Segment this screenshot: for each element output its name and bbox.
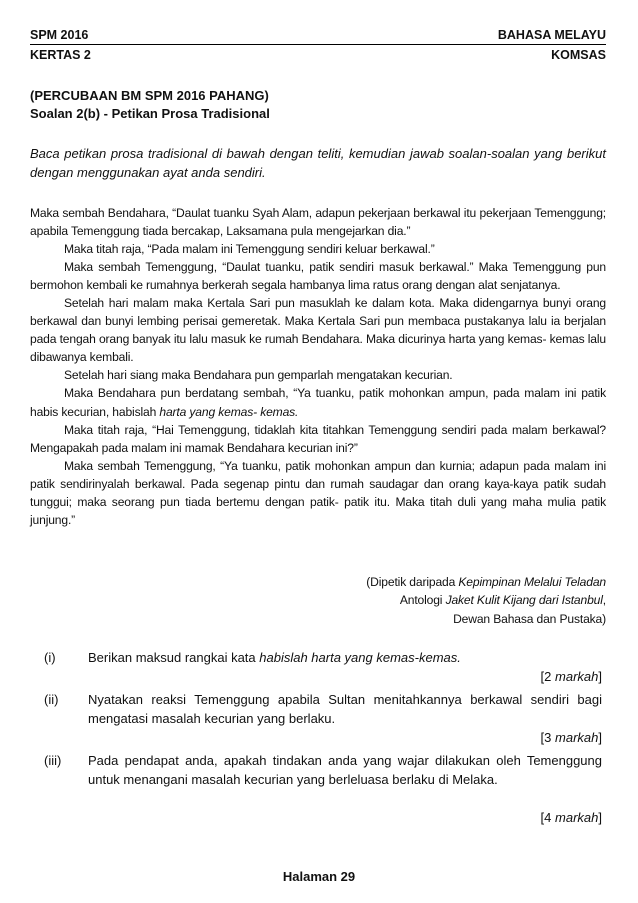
passage-paragraph: Maka sembah Temenggung, “Ya tuanku, patik mohonkan ampun dan kurnia; adapun pada malam ini patik sendirinyalah berkawal. Pada segenap pintu dan rumah saudagar dan orang kaya-kaya patik sudah tunggui; maka seorang pun tiada bertemu dengan patik- patik itu. Maka titah duli yang maha mulia patik junjung.” <box>30 458 606 527</box>
citation-text: , <box>602 593 606 608</box>
page-number: Halaman 29 <box>282 869 356 884</box>
source-citation <box>206 573 606 628</box>
header-paper-label: KERTAS 2 <box>30 48 91 62</box>
passage-paragraph: Maka titah raja, “Pada malam ini Temenggung sendiri keluar berkawal.” <box>64 242 435 257</box>
header-component-label: KOMSAS <box>551 48 606 62</box>
passage-paragraph: Maka sembah Temenggung, “Daulat tuanku, patik sendiri masuk berkawal.” Maka Temenggung pun bermohon kembali ke rumahnya berkerah segala hambanya lima ratus orang dengan alat senjatanya. <box>30 260 606 293</box>
citation-book-title: Kepimpinan Melalui Teladan <box>458 575 606 589</box>
question-marks <box>541 808 602 827</box>
instruction-text: Baca petikan prosa tradisional di bawah dengan teliti, kemudian jawab soalan-soalan yang berikut dengan menggunakan ayat anda sendiri. <box>30 146 606 180</box>
passage-paragraph: Maka titah raja, “Hai Temenggung, tidaklah kita titahkan Temenggung sendiri pada malam berkawal? Mengapakah pada malam ini mamak Bendahara kecurian ini?” <box>30 422 606 455</box>
question-italic-phrase: habislah harta yang kemas-kemas. <box>259 650 461 665</box>
header-exam-label: SPM 2016 <box>30 28 89 42</box>
marks-word: markah <box>555 669 599 684</box>
citation-anthology-title: Jaket Kulit Kijang dari Istanbul <box>445 593 603 608</box>
marks-word: markah <box>555 810 599 825</box>
marks-count: [4 <box>540 810 556 825</box>
marks-bracket: ] <box>598 669 602 684</box>
citation-text: Antologi <box>399 593 446 608</box>
citation-line: Dewan Bahasa dan Pustaka) <box>453 611 606 626</box>
marks-bracket: ] <box>598 810 602 825</box>
question-marks <box>541 728 602 747</box>
question-section-title: Soalan 2(b) - Petikan Prosa Tradisional <box>30 106 270 121</box>
passage-italic-phrase: harta yang kemas- kemas. <box>159 404 299 419</box>
citation-line <box>206 573 606 591</box>
exam-title: (PERCUBAAN BM SPM 2016 PAHANG) <box>30 88 269 103</box>
prose-passage <box>30 204 606 529</box>
question-number: (iii) <box>44 753 62 768</box>
header-divider <box>30 44 606 45</box>
question-number: (ii) <box>44 692 59 707</box>
citation-line <box>206 591 606 609</box>
marks-count: [2 <box>540 669 556 684</box>
header-bottom-row <box>30 48 606 64</box>
citation-text: (Dipetik daripada <box>366 575 459 589</box>
question-text-part: Berikan maksud rangkai kata <box>88 650 260 665</box>
question-text <box>88 648 602 667</box>
question-text: Pada pendapat anda, apakah tindakan anda yang wajar dilakukan oleh Temenggung untuk menangani masalah kecurian yang berleluasa berlaku di Melaka. <box>88 753 602 787</box>
question-number: (i) <box>44 650 56 665</box>
question-text: Nyatakan reaksi Temenggung apabila Sultan menitahkannya berkawal sendiri bagi mengatasi masalah kecurian yang berlaku. <box>88 692 602 726</box>
passage-paragraph: Setelah hari siang maka Bendahara pun gemparlah mengatakan kecurian. <box>64 368 453 383</box>
passage-paragraph <box>30 384 606 420</box>
passage-text: Maka Bendahara pun berdatang sembah, “Ya tuanku, patik mohonkan ampun, pada malam ini patik habis kecurian, habislah <box>30 386 606 419</box>
header-top-row <box>30 28 606 44</box>
marks-count: [3 <box>540 730 556 745</box>
passage-paragraph: Setelah hari malam maka Kertala Sari pun masuklah ke dalam kota. Maka didengarnya bunyi orang berkawal dan bunyi lembing perisai gemeretak. Maka Kertala Sari pun membaca pustakanya lalu ia berjalan pada tengah orang banyak itu lalu masuk ke rumah Bendahara. Maka dicurinya harta yang kemas- kemas lalu dibawanya kembali. <box>30 296 606 365</box>
marks-word: markah <box>555 730 599 745</box>
passage-paragraph: Maka sembah Bendahara, “Daulat tuanku Syah Alam, adapun pekerjaan berkawal itu pekerjaan Temenggung; apabila Temenggung tiada bercakap, Laksamana pula mengejarkan dia.” <box>30 206 606 239</box>
header-subject-label: BAHASA MELAYU <box>497 28 606 42</box>
marks-bracket: ] <box>598 730 602 745</box>
question-marks <box>541 667 602 686</box>
